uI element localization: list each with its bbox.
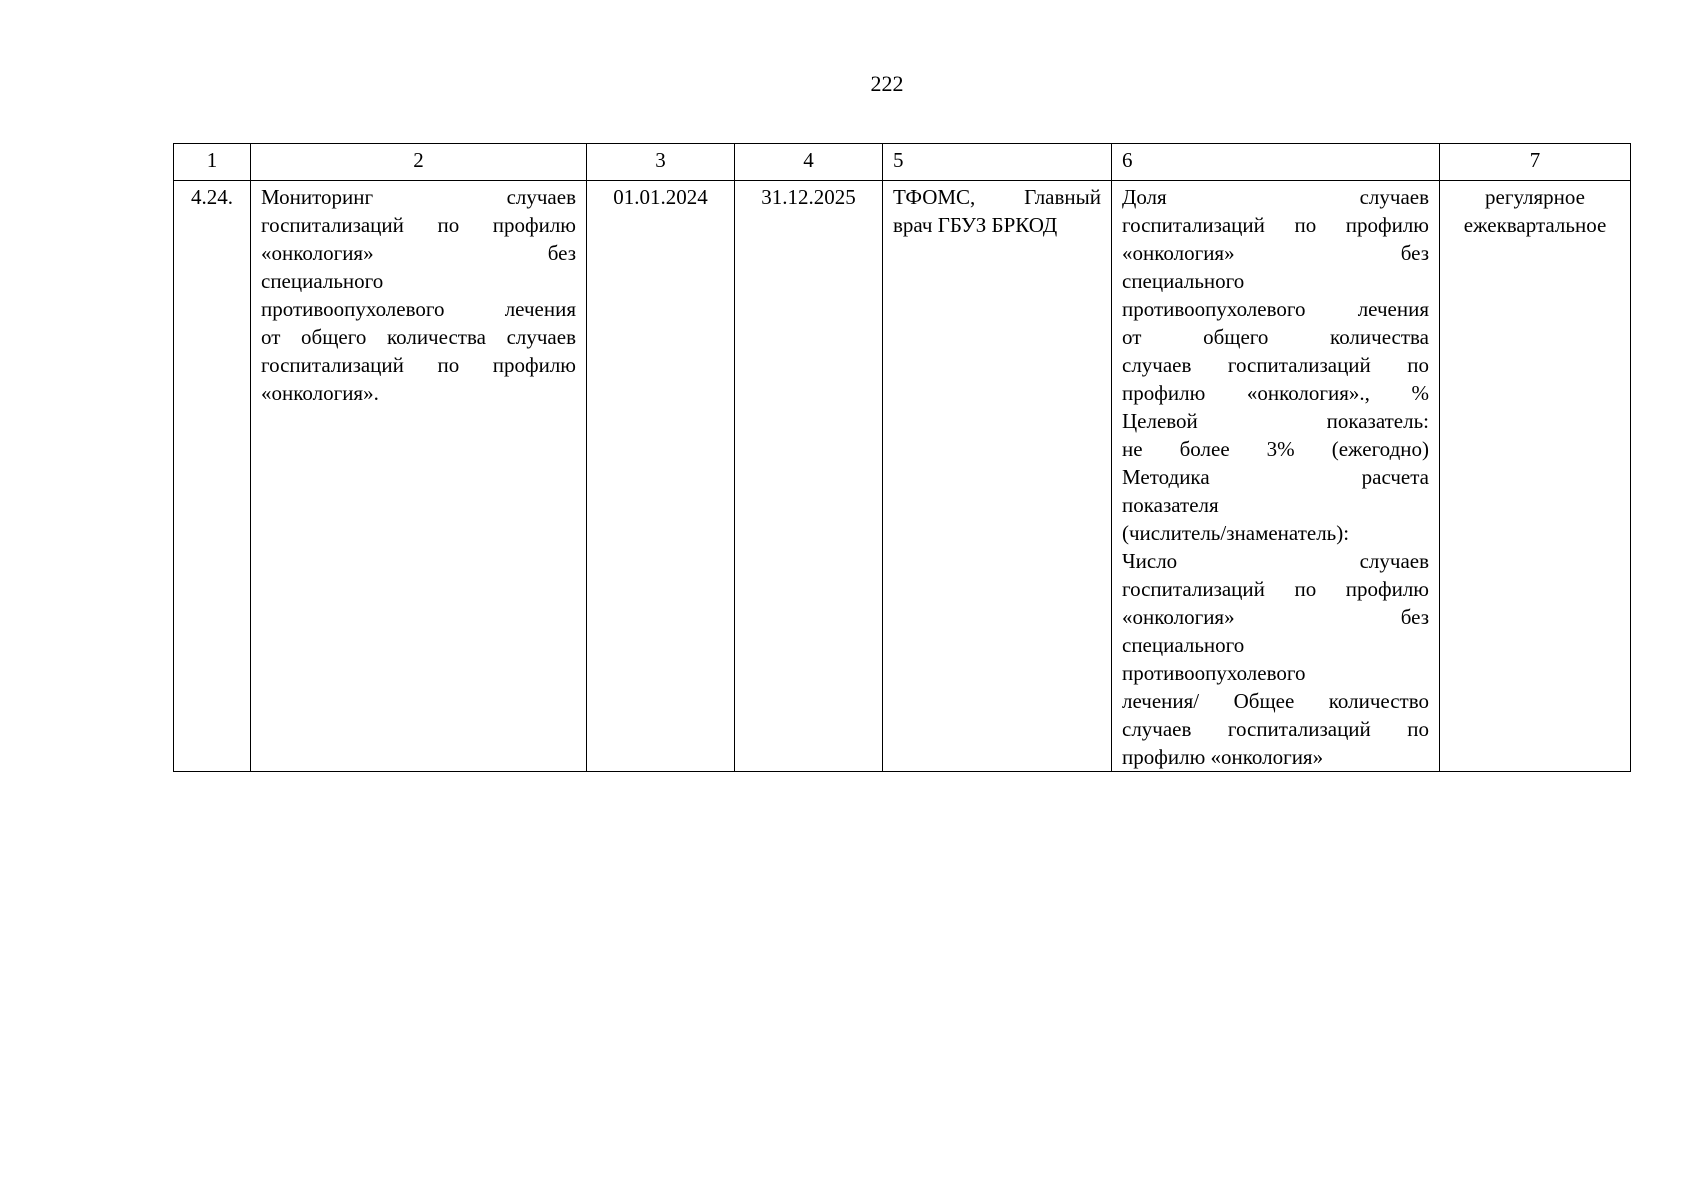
header-col-6: 6 (1112, 144, 1440, 181)
description-line: госпитализаций по профилю (261, 353, 576, 377)
description-line: «онкология» без (261, 241, 576, 265)
indicator-line: показателя (1122, 493, 1219, 517)
description-line: госпитализаций по профилю (261, 213, 576, 237)
indicator-line: противоопухолевого (1122, 661, 1306, 685)
row-periodicity (1440, 181, 1631, 772)
indicator-line: госпитализаций по профилю (1122, 577, 1429, 601)
indicator-line: специального (1122, 269, 1245, 293)
indicator-line: (числитель/знаменатель): (1122, 521, 1350, 545)
periodicity-line: регулярное (1485, 185, 1585, 209)
indicator-line: Число случаев (1122, 549, 1429, 573)
row-number: 4.24. (174, 181, 251, 772)
description-line: Мониторинг случаев (261, 185, 576, 209)
periodicity-line: ежеквартальное (1463, 213, 1607, 237)
row-end-date: 31.12.2025 (735, 181, 883, 772)
header-col-3: 3 (587, 144, 735, 181)
header-col-5: 5 (883, 144, 1112, 181)
indicator-line: случаев госпитализаций по (1122, 717, 1429, 741)
indicator-line: Доля случаев (1122, 185, 1429, 209)
indicator-line: «онкология» без (1122, 605, 1429, 629)
header-col-7: 7 (1440, 144, 1631, 181)
header-row (174, 144, 1631, 181)
indicator-line: профилю «онкология» (1122, 745, 1324, 769)
indicator-line: лечения/ Общее количество (1122, 689, 1429, 713)
header-col-1: 1 (174, 144, 251, 181)
indicator-line: Методика расчета (1122, 465, 1429, 489)
page-number: 222 (870, 71, 904, 96)
row-description (251, 181, 587, 772)
indicator-line: «онкология» без (1122, 241, 1429, 265)
indicator-line: случаев госпитализаций по (1122, 353, 1429, 377)
description-line: специального (261, 269, 384, 293)
indicator-line: профилю «онкология»., % (1122, 381, 1429, 405)
indicator-line: не более 3% (ежегодно) (1122, 437, 1429, 461)
indicator-line: специального (1122, 633, 1245, 657)
table-row (174, 181, 1631, 772)
row-responsible (883, 181, 1112, 772)
header-col-4: 4 (735, 144, 883, 181)
row-start-date: 01.01.2024 (587, 181, 735, 772)
plan-table (173, 143, 1631, 772)
description-line: противоопухолевого лечения (261, 297, 576, 321)
indicator-line: Целевой показатель: (1122, 409, 1429, 433)
indicator-line: противоопухолевого лечения (1122, 297, 1429, 321)
indicator-line: госпитализаций по профилю (1122, 213, 1429, 237)
description-line: от общего количества случаев (261, 325, 576, 349)
row-indicator (1112, 181, 1440, 772)
indicator-line: от общего количества (1122, 325, 1429, 349)
description-line: «онкология». (261, 381, 379, 405)
responsible-line: врач ГБУЗ БРКОД (893, 213, 1058, 237)
responsible-line: ТФОМС, Главный (893, 185, 1101, 209)
header-col-2: 2 (251, 144, 587, 181)
